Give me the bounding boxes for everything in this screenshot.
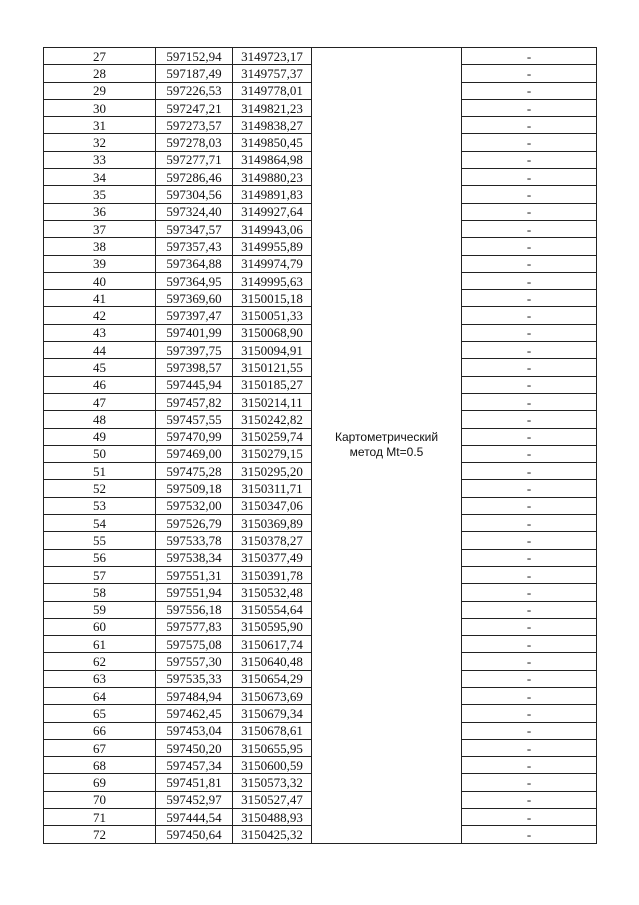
point-number-cell: 66 (44, 722, 156, 739)
accuracy-cell: - (462, 480, 597, 497)
y-coordinate-cell: 3150554,64 (233, 601, 312, 618)
y-coordinate-cell: 3149943,06 (233, 220, 312, 237)
x-coordinate-cell: 597304,56 (156, 186, 233, 203)
point-number-cell: 69 (44, 774, 156, 791)
accuracy-cell: - (462, 203, 597, 220)
y-coordinate-cell: 3150311,71 (233, 480, 312, 497)
y-coordinate-cell: 3150617,74 (233, 636, 312, 653)
y-coordinate-cell: 3150377,49 (233, 549, 312, 566)
y-coordinate-cell: 3150242,82 (233, 411, 312, 428)
point-number-cell: 56 (44, 549, 156, 566)
accuracy-cell: - (462, 653, 597, 670)
accuracy-cell: - (462, 687, 597, 704)
point-number-cell: 32 (44, 134, 156, 151)
x-coordinate-cell: 597357,43 (156, 238, 233, 255)
point-number-cell: 71 (44, 809, 156, 826)
y-coordinate-cell: 3149927,64 (233, 203, 312, 220)
accuracy-cell: - (462, 515, 597, 532)
point-number-cell: 68 (44, 757, 156, 774)
accuracy-cell: - (462, 809, 597, 826)
x-coordinate-cell: 597551,94 (156, 584, 233, 601)
x-coordinate-cell: 597450,64 (156, 826, 233, 843)
x-coordinate-cell: 597538,34 (156, 549, 233, 566)
table-row (44, 48, 597, 65)
x-coordinate-cell: 597364,95 (156, 272, 233, 289)
accuracy-cell: - (462, 290, 597, 307)
accuracy-cell: - (462, 549, 597, 566)
x-coordinate-cell: 597577,83 (156, 618, 233, 635)
accuracy-cell: - (462, 739, 597, 756)
y-coordinate-cell: 3149757,37 (233, 65, 312, 82)
point-number-cell: 44 (44, 342, 156, 359)
point-number-cell: 70 (44, 791, 156, 808)
point-number-cell: 67 (44, 739, 156, 756)
point-number-cell: 62 (44, 653, 156, 670)
point-number-cell: 34 (44, 169, 156, 186)
accuracy-cell: - (462, 722, 597, 739)
point-number-cell: 47 (44, 393, 156, 410)
x-coordinate-cell: 597445,94 (156, 376, 233, 393)
y-coordinate-cell: 3150527,47 (233, 791, 312, 808)
y-coordinate-cell: 3150051,33 (233, 307, 312, 324)
x-coordinate-cell: 597533,78 (156, 532, 233, 549)
accuracy-cell: - (462, 48, 597, 65)
x-coordinate-cell: 597444,54 (156, 809, 233, 826)
accuracy-cell: - (462, 169, 597, 186)
point-number-cell: 54 (44, 515, 156, 532)
point-number-cell: 50 (44, 445, 156, 462)
point-number-cell: 65 (44, 705, 156, 722)
point-number-cell: 42 (44, 307, 156, 324)
accuracy-cell: - (462, 324, 597, 341)
x-coordinate-cell: 597484,94 (156, 687, 233, 704)
point-number-cell: 59 (44, 601, 156, 618)
y-coordinate-cell: 3150369,89 (233, 515, 312, 532)
x-coordinate-cell: 597551,31 (156, 566, 233, 583)
point-number-cell: 28 (44, 65, 156, 82)
accuracy-cell: - (462, 566, 597, 583)
y-coordinate-cell: 3149891,83 (233, 186, 312, 203)
accuracy-cell: - (462, 826, 597, 843)
y-coordinate-cell: 3150279,15 (233, 445, 312, 462)
point-number-cell: 33 (44, 151, 156, 168)
y-coordinate-cell: 3149821,23 (233, 99, 312, 116)
y-coordinate-cell: 3150640,48 (233, 653, 312, 670)
point-number-cell: 48 (44, 411, 156, 428)
accuracy-cell: - (462, 342, 597, 359)
x-coordinate-cell: 597470,99 (156, 428, 233, 445)
x-coordinate-cell: 597398,57 (156, 359, 233, 376)
point-number-cell: 31 (44, 117, 156, 134)
x-coordinate-cell: 597450,20 (156, 739, 233, 756)
y-coordinate-cell: 3150600,59 (233, 757, 312, 774)
y-coordinate-cell: 3150425,32 (233, 826, 312, 843)
x-coordinate-cell: 597462,45 (156, 705, 233, 722)
coordinates-table-body (44, 48, 597, 844)
point-number-cell: 49 (44, 428, 156, 445)
x-coordinate-cell: 597364,88 (156, 255, 233, 272)
x-coordinate-cell: 597532,00 (156, 497, 233, 514)
x-coordinate-cell: 597475,28 (156, 463, 233, 480)
accuracy-cell: - (462, 151, 597, 168)
y-coordinate-cell: 3150673,69 (233, 687, 312, 704)
y-coordinate-cell: 3150121,55 (233, 359, 312, 376)
point-number-cell: 55 (44, 532, 156, 549)
point-number-cell: 63 (44, 670, 156, 687)
y-coordinate-cell: 3149864,98 (233, 151, 312, 168)
x-coordinate-cell: 597152,94 (156, 48, 233, 65)
y-coordinate-cell: 3150488,93 (233, 809, 312, 826)
y-coordinate-cell: 3149838,27 (233, 117, 312, 134)
accuracy-cell: - (462, 272, 597, 289)
y-coordinate-cell: 3150185,27 (233, 376, 312, 393)
point-number-cell: 41 (44, 290, 156, 307)
accuracy-cell: - (462, 636, 597, 653)
y-coordinate-cell: 3149974,79 (233, 255, 312, 272)
accuracy-cell: - (462, 359, 597, 376)
x-coordinate-cell: 597273,57 (156, 117, 233, 134)
x-coordinate-cell: 597556,18 (156, 601, 233, 618)
accuracy-cell: - (462, 618, 597, 635)
accuracy-cell: - (462, 757, 597, 774)
method-name: Картометрический (334, 430, 439, 445)
x-coordinate-cell: 597457,34 (156, 757, 233, 774)
point-number-cell: 37 (44, 220, 156, 237)
point-number-cell: 64 (44, 687, 156, 704)
y-coordinate-cell: 3150259,74 (233, 428, 312, 445)
x-coordinate-cell: 597397,47 (156, 307, 233, 324)
accuracy-cell: - (462, 670, 597, 687)
x-coordinate-cell: 597187,49 (156, 65, 233, 82)
x-coordinate-cell: 597453,04 (156, 722, 233, 739)
y-coordinate-cell: 3150068,90 (233, 324, 312, 341)
accuracy-cell: - (462, 82, 597, 99)
point-number-cell: 43 (44, 324, 156, 341)
accuracy-cell: - (462, 463, 597, 480)
accuracy-cell: - (462, 428, 597, 445)
coordinates-table (43, 47, 597, 844)
accuracy-cell: - (462, 705, 597, 722)
x-coordinate-cell: 597575,08 (156, 636, 233, 653)
x-coordinate-cell: 597286,46 (156, 169, 233, 186)
y-coordinate-cell: 3149955,89 (233, 238, 312, 255)
point-number-cell: 27 (44, 48, 156, 65)
point-number-cell: 60 (44, 618, 156, 635)
point-number-cell: 35 (44, 186, 156, 203)
y-coordinate-cell: 3149880,23 (233, 169, 312, 186)
y-coordinate-cell: 3149778,01 (233, 82, 312, 99)
accuracy-cell: - (462, 497, 597, 514)
point-number-cell: 38 (44, 238, 156, 255)
x-coordinate-cell: 597278,03 (156, 134, 233, 151)
point-number-cell: 72 (44, 826, 156, 843)
x-coordinate-cell: 597397,75 (156, 342, 233, 359)
x-coordinate-cell: 597452,97 (156, 791, 233, 808)
point-number-cell: 52 (44, 480, 156, 497)
point-number-cell: 51 (44, 463, 156, 480)
y-coordinate-cell: 3150655,95 (233, 739, 312, 756)
y-coordinate-cell: 3150532,48 (233, 584, 312, 601)
y-coordinate-cell: 3150595,90 (233, 618, 312, 635)
x-coordinate-cell: 597401,99 (156, 324, 233, 341)
x-coordinate-cell: 597277,71 (156, 151, 233, 168)
accuracy-cell: - (462, 255, 597, 272)
y-coordinate-cell: 3150347,06 (233, 497, 312, 514)
accuracy-cell: - (462, 238, 597, 255)
y-coordinate-cell: 3150015,18 (233, 290, 312, 307)
x-coordinate-cell: 597324,40 (156, 203, 233, 220)
point-number-cell: 30 (44, 99, 156, 116)
accuracy-cell: - (462, 186, 597, 203)
point-number-cell: 45 (44, 359, 156, 376)
accuracy-cell: - (462, 134, 597, 151)
y-coordinate-cell: 3150094,91 (233, 342, 312, 359)
x-coordinate-cell: 597457,82 (156, 393, 233, 410)
accuracy-cell: - (462, 445, 597, 462)
accuracy-cell: - (462, 117, 597, 134)
x-coordinate-cell: 597509,18 (156, 480, 233, 497)
y-coordinate-cell: 3150654,29 (233, 670, 312, 687)
x-coordinate-cell: 597457,55 (156, 411, 233, 428)
y-coordinate-cell: 3150678,61 (233, 722, 312, 739)
point-number-cell: 29 (44, 82, 156, 99)
point-number-cell: 40 (44, 272, 156, 289)
point-number-cell: 53 (44, 497, 156, 514)
accuracy-cell: - (462, 99, 597, 116)
accuracy-cell: - (462, 601, 597, 618)
x-coordinate-cell: 597469,00 (156, 445, 233, 462)
y-coordinate-cell: 3150391,78 (233, 566, 312, 583)
accuracy-cell: - (462, 65, 597, 82)
x-coordinate-cell: 597369,60 (156, 290, 233, 307)
x-coordinate-cell: 597557,30 (156, 653, 233, 670)
accuracy-cell: - (462, 393, 597, 410)
accuracy-cell: - (462, 532, 597, 549)
accuracy-cell: - (462, 307, 597, 324)
y-coordinate-cell: 3150679,34 (233, 705, 312, 722)
x-coordinate-cell: 597226,53 (156, 82, 233, 99)
x-coordinate-cell: 597347,57 (156, 220, 233, 237)
y-coordinate-cell: 3150378,27 (233, 532, 312, 549)
accuracy-cell: - (462, 376, 597, 393)
accuracy-cell: - (462, 791, 597, 808)
accuracy-cell: - (462, 774, 597, 791)
method-scale: метод Mt=0.5 (349, 445, 424, 460)
accuracy-cell: - (462, 584, 597, 601)
x-coordinate-cell: 597247,21 (156, 99, 233, 116)
x-coordinate-cell: 597526,79 (156, 515, 233, 532)
point-number-cell: 61 (44, 636, 156, 653)
y-coordinate-cell: 3150573,32 (233, 774, 312, 791)
accuracy-cell: - (462, 411, 597, 428)
y-coordinate-cell: 3150214,11 (233, 393, 312, 410)
point-number-cell: 36 (44, 203, 156, 220)
accuracy-cell: - (462, 220, 597, 237)
point-number-cell: 58 (44, 584, 156, 601)
y-coordinate-cell: 3149995,63 (233, 272, 312, 289)
point-number-cell: 46 (44, 376, 156, 393)
point-number-cell: 39 (44, 255, 156, 272)
y-coordinate-cell: 3150295,20 (233, 463, 312, 480)
y-coordinate-cell: 3149850,45 (233, 134, 312, 151)
point-number-cell: 57 (44, 566, 156, 583)
method-cell (312, 48, 462, 844)
x-coordinate-cell: 597535,33 (156, 670, 233, 687)
y-coordinate-cell: 3149723,17 (233, 48, 312, 65)
x-coordinate-cell: 597451,81 (156, 774, 233, 791)
